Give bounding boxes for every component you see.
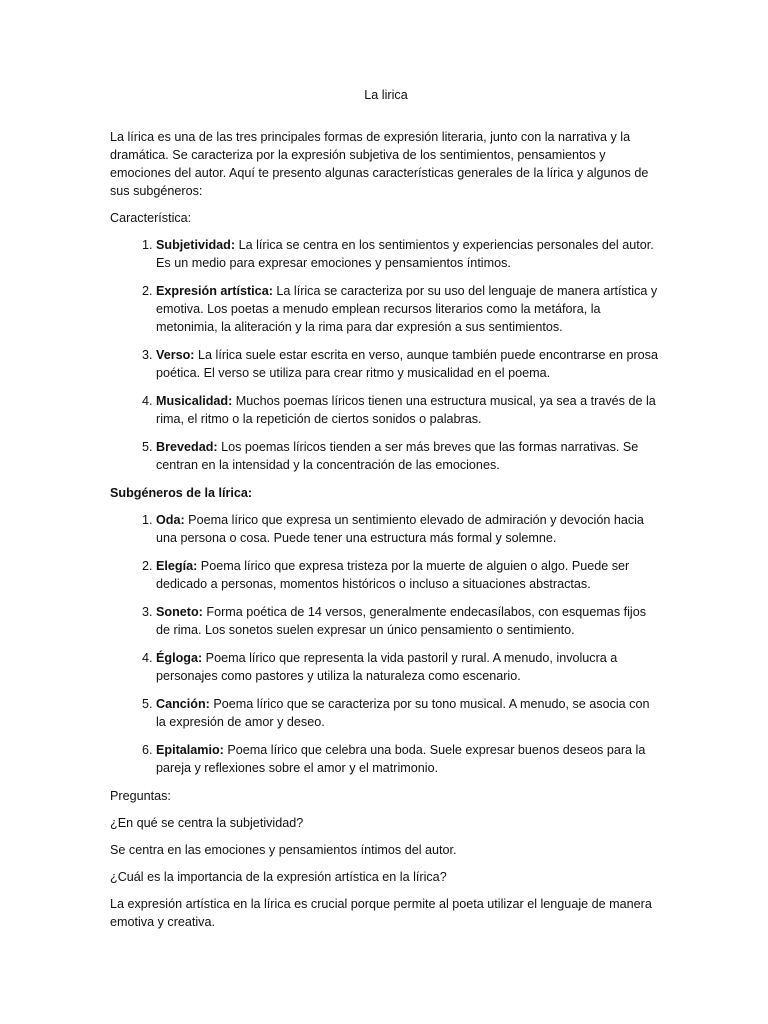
list-item-term: Brevedad: [156,440,218,454]
list-item [156,236,662,272]
answer-2: La expresión artística en la lírica es crucial porque permite al poeta utilizar el lenguaje de manera emotiva y creativa. [110,897,652,929]
list-item [156,511,662,547]
subgeneros-heading: Subgéneros de la lírica: [110,486,253,500]
list-item-text: La lírica suele estar escrita en verso, aunque también puede encontrarse en prosa poética. El verso se utiliza para crear ritmo y musicalidad en el poema. [156,348,658,380]
list-item-text: Forma poética de 14 versos, generalmente endecasílabos, con esquemas fijos de rima. Los sonetos suelen expresar un único pensamiento o sentimiento. [156,605,647,637]
preguntas-heading: Preguntas: [110,789,171,803]
list-item [156,438,662,474]
list-item-text: Poema lírico que representa la vida pastoril y rural. A menudo, involucra a personajes como pastores y utiliza la naturaleza como escenario. [156,651,618,683]
caracteristicas-list [110,236,662,474]
list-item [156,741,662,777]
list-item-term: Musicalidad: [156,394,233,408]
list-item-term: Subjetividad: [156,238,236,252]
list-item [156,392,662,428]
list-item-text: Poema lírico que se caracteriza por su tono musical. A menudo, se asocia con la expresión de amor y deseo. [156,697,650,729]
list-item-text: La lírica se centra en los sentimientos y experiencias personales del autor. Es un medio para expresar emociones y pensamientos íntimos. [156,238,654,270]
caracteristicas-heading: Característica: [110,211,192,225]
question-2: ¿Cuál es la importancia de la expresión artística en la lírica? [110,870,447,884]
list-item-term: Égloga: [156,651,203,665]
list-item-term: Expresión artística: [156,284,273,298]
answer-1: Se centra en las emociones y pensamientos íntimos del autor. [110,843,457,857]
subgeneros-list [110,511,662,777]
list-item-text: La lírica se caracteriza por su uso del lenguaje de manera artística y emotiva. Los poetas a menudo emplean recursos literarios como la metáfora, la metonimia, la aliteración y la rima para dar expresión a sus sentimientos. [156,284,658,334]
intro-paragraph: La lírica es una de las tres principales formas de expresión literaria, junto con la narrativa y la dramática. Se caracteriza por la expresión subjetiva de los sentimientos, pensamientos y emociones del autor. Aquí te presento algunas características generales de la lírica y algunos de sus subgéneros: [110,130,649,198]
list-item-term: Oda: [156,513,185,527]
list-item-term: Soneto: [156,605,203,619]
list-item-term: Epitalamio: [156,743,224,757]
list-item [156,346,662,382]
document-page [110,86,662,940]
list-item-term: Canción: [156,697,210,711]
list-item-text: Los poemas líricos tienden a ser más breves que las formas narrativas. Se centran en la intensidad y la concentración de las emociones. [156,440,639,472]
list-item [156,603,662,639]
document-title: La lirica [364,88,408,102]
list-item [156,282,662,336]
list-item-term: Elegía: [156,559,198,573]
list-item-text: Poema lírico que celebra una boda. Suele expresar buenos deseos para la pareja y reflexiones sobre el amor y el matrimonio. [156,743,646,775]
list-item [156,649,662,685]
list-item-text: Muchos poemas líricos tienen una estructura musical, ya sea a través de la rima, el ritmo o la repetición de ciertos sonidos o palabras. [156,394,656,426]
list-item [156,557,662,593]
list-item [156,695,662,731]
list-item-text: Poema lírico que expresa un sentimiento elevado de admiración y devoción hacia una persona o cosa. Puede tener una estructura más formal y solemne. [156,513,644,545]
list-item-text: Poema lírico que expresa tristeza por la muerte de alguien o algo. Puede ser dedicado a personas, momentos históricos o incluso a situaciones abstractas. [156,559,630,591]
list-item-term: Verso: [156,348,195,362]
question-1: ¿En qué se centra la subjetividad? [110,816,304,830]
